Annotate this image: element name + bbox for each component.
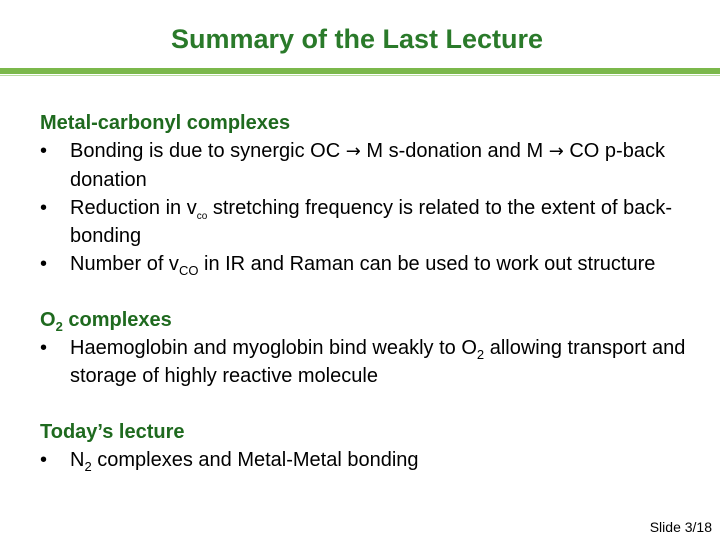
title-underline [0,68,720,74]
arrow-right-icon: → [345,141,361,162]
spacer [40,278,690,306]
bullet-reduction-text-1: Reduction in v [70,197,197,219]
bullet-bonding-text-1: Bonding is due to synergic OC [70,140,341,162]
bullet-bonding-text-3: CO p-back donation [70,140,665,191]
title-underline-thick [0,68,720,74]
heading-o2-rest: complexes [68,309,172,331]
slide-title: Summary of the Last Lecture [170,24,544,54]
bullet-today-text-1: N [70,449,85,471]
bullet-haemoglobin [40,334,690,390]
title-underline-thin [0,75,720,76]
arrow-right-icon: → [548,141,564,162]
bullet-bonding-text-2: M s-donation and M [366,140,544,162]
bullet-today [40,446,690,474]
section-heading-today: Today’s lecture [40,421,185,443]
bullet-haemoglobin-text-1: Haemoglobin and myoglobin bind weakly to O [70,337,477,359]
bullet-number-text-2: in IR and Raman can be used to work out structure [204,253,656,275]
bullet-dot: • [40,140,48,162]
bullet-haemoglobin-text-2: allowing transport and storage of highly reactive molecule [70,337,686,387]
bullet-dot: • [40,449,48,471]
subscript-2: 2 [84,459,92,474]
bullet-dot: • [40,253,48,275]
bullet-dot: • [40,337,48,359]
slide-number: Slide 3/18 [649,519,712,535]
bullet-number [40,250,690,278]
bullet-dot: • [40,197,48,219]
spacer [40,390,690,418]
subscript-co: co [196,211,208,222]
section-heading-metal-carbonyl: Metal-carbonyl complexes [40,112,291,134]
slide-body [40,109,690,474]
bullet-number-text-1: Number of v [70,253,179,275]
bullet-reduction [40,194,690,250]
bullet-bonding [40,137,690,194]
bullet-today-text-2: complexes and Metal-Metal bonding [97,449,419,471]
bullet-reduction-text-2: stretching frequency is related to the extent of back-bonding [70,197,673,247]
heading-o2-subscript: 2 [55,319,63,334]
heading-o2-main: O [40,309,56,331]
subscript-2: 2 [476,347,485,362]
section-heading-o2 [40,306,690,334]
subscript-co: CO [178,263,199,278]
